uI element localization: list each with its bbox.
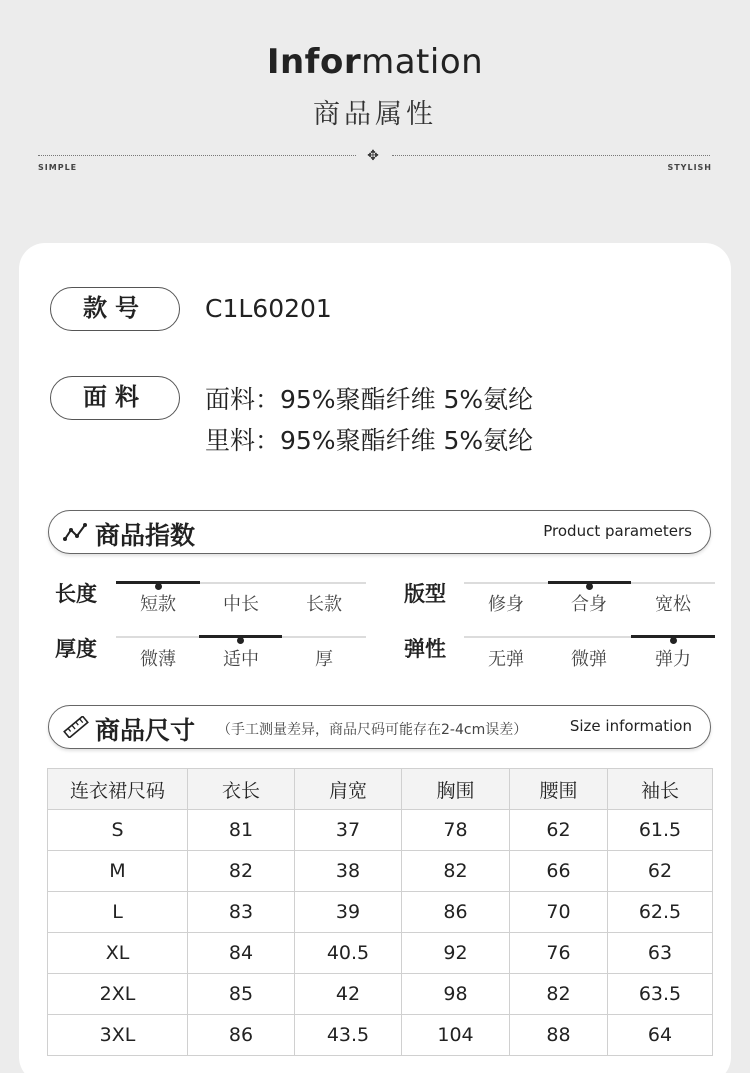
param-option: 微薄	[140, 649, 176, 670]
fabric-line-1: 面料：95%聚酯纤维 5%氨纶	[205, 385, 534, 414]
size-table	[47, 768, 713, 1056]
title-light: mation	[361, 42, 484, 82]
table-cell: 84	[188, 933, 295, 974]
table-cell: 82	[402, 851, 510, 892]
trend-line-icon	[63, 521, 89, 543]
table-cell: 39	[295, 892, 402, 933]
size-title: 商品尺寸	[95, 716, 196, 745]
params-title-en: Product parameters	[543, 522, 692, 540]
table-cell: 82	[188, 851, 295, 892]
table-cell: XL	[48, 933, 188, 974]
fabric-line-2: 里料：95%聚酯纤维 5%氨纶	[205, 426, 534, 455]
param-option: 长款	[306, 594, 342, 615]
table-cell: M	[48, 851, 188, 892]
page-title	[0, 42, 750, 82]
param-name: 厚度	[55, 637, 97, 661]
param-option: 合身	[571, 594, 607, 615]
param-name: 版型	[404, 582, 446, 606]
table-cell: L	[48, 892, 188, 933]
table-cell: 88	[510, 1015, 608, 1056]
ruler-icon	[63, 716, 89, 738]
param-marker	[670, 637, 677, 644]
table-cell: 43.5	[295, 1015, 402, 1056]
column-header: 肩宽	[295, 769, 402, 810]
params-title: 商品指数	[95, 521, 196, 550]
tag-stylish: STYLISH	[667, 163, 712, 172]
param-option: 弹力	[655, 649, 691, 670]
param-option: 短款	[140, 594, 176, 615]
table-cell: 37	[295, 810, 402, 851]
table-cell: 98	[402, 974, 510, 1015]
table-cell: 3XL	[48, 1015, 188, 1056]
param-name: 长度	[55, 582, 97, 606]
table-row	[48, 810, 713, 851]
param-name: 弹性	[404, 637, 446, 661]
table-row	[48, 974, 713, 1015]
param-marker	[155, 583, 162, 590]
column-header: 胸围	[402, 769, 510, 810]
column-header: 腰围	[510, 769, 608, 810]
table-cell: 63.5	[608, 974, 713, 1015]
param-option: 中长	[223, 594, 259, 615]
param-option: 宽松	[655, 594, 691, 615]
param-option: 适中	[223, 649, 259, 670]
title-bold: Infor	[266, 42, 362, 82]
table-cell: 61.5	[608, 810, 713, 851]
column-header: 衣长	[188, 769, 295, 810]
table-cell: 76	[510, 933, 608, 974]
table-cell: 78	[402, 810, 510, 851]
divider-right	[392, 155, 710, 156]
table-header-row	[48, 769, 713, 810]
table-cell: 62	[608, 851, 713, 892]
size-header	[48, 705, 711, 749]
table-cell: 92	[402, 933, 510, 974]
table-cell: 86	[188, 1015, 295, 1056]
style-no-label: 款号	[50, 287, 180, 331]
table-row	[48, 933, 713, 974]
tag-simple: SIMPLE	[38, 163, 78, 172]
param-option: 微弹	[571, 649, 607, 670]
param-option: 无弹	[488, 649, 524, 670]
table-cell: 66	[510, 851, 608, 892]
table-cell: 38	[295, 851, 402, 892]
table-row	[48, 851, 713, 892]
column-header: 袖长	[608, 769, 713, 810]
divider-left	[38, 155, 356, 156]
table-cell: 85	[188, 974, 295, 1015]
table-cell: 62.5	[608, 892, 713, 933]
table-cell: 62	[510, 810, 608, 851]
size-title-en: Size information	[569, 717, 692, 735]
param-marker	[586, 583, 593, 590]
column-header: 连衣裙尺码	[48, 769, 188, 810]
table-cell: 86	[402, 892, 510, 933]
params-header	[48, 510, 711, 554]
table-cell: 2XL	[48, 974, 188, 1015]
table-cell: 63	[608, 933, 713, 974]
page-subtitle: 商品属性	[313, 99, 437, 130]
param-option: 修身	[488, 594, 524, 615]
param-marker	[237, 637, 244, 644]
table-cell: 81	[188, 810, 295, 851]
table-cell: 40.5	[295, 933, 402, 974]
table-cell: 42	[295, 974, 402, 1015]
table-cell: 82	[510, 974, 608, 1015]
cross-ornament-icon: ✥	[367, 148, 379, 164]
table-row	[48, 892, 713, 933]
style-no-value: C1L60201	[205, 294, 332, 323]
table-cell: S	[48, 810, 188, 851]
table-row	[48, 1015, 713, 1056]
table-cell: 64	[608, 1015, 713, 1056]
param-option: 厚	[315, 649, 333, 670]
table-cell: 83	[188, 892, 295, 933]
table-cell: 70	[510, 892, 608, 933]
table-cell: 104	[402, 1015, 510, 1056]
fabric-label: 面料	[50, 376, 180, 420]
size-note: （手工测量差异，商品尺码可能存在2-4cm误差）	[217, 722, 528, 738]
